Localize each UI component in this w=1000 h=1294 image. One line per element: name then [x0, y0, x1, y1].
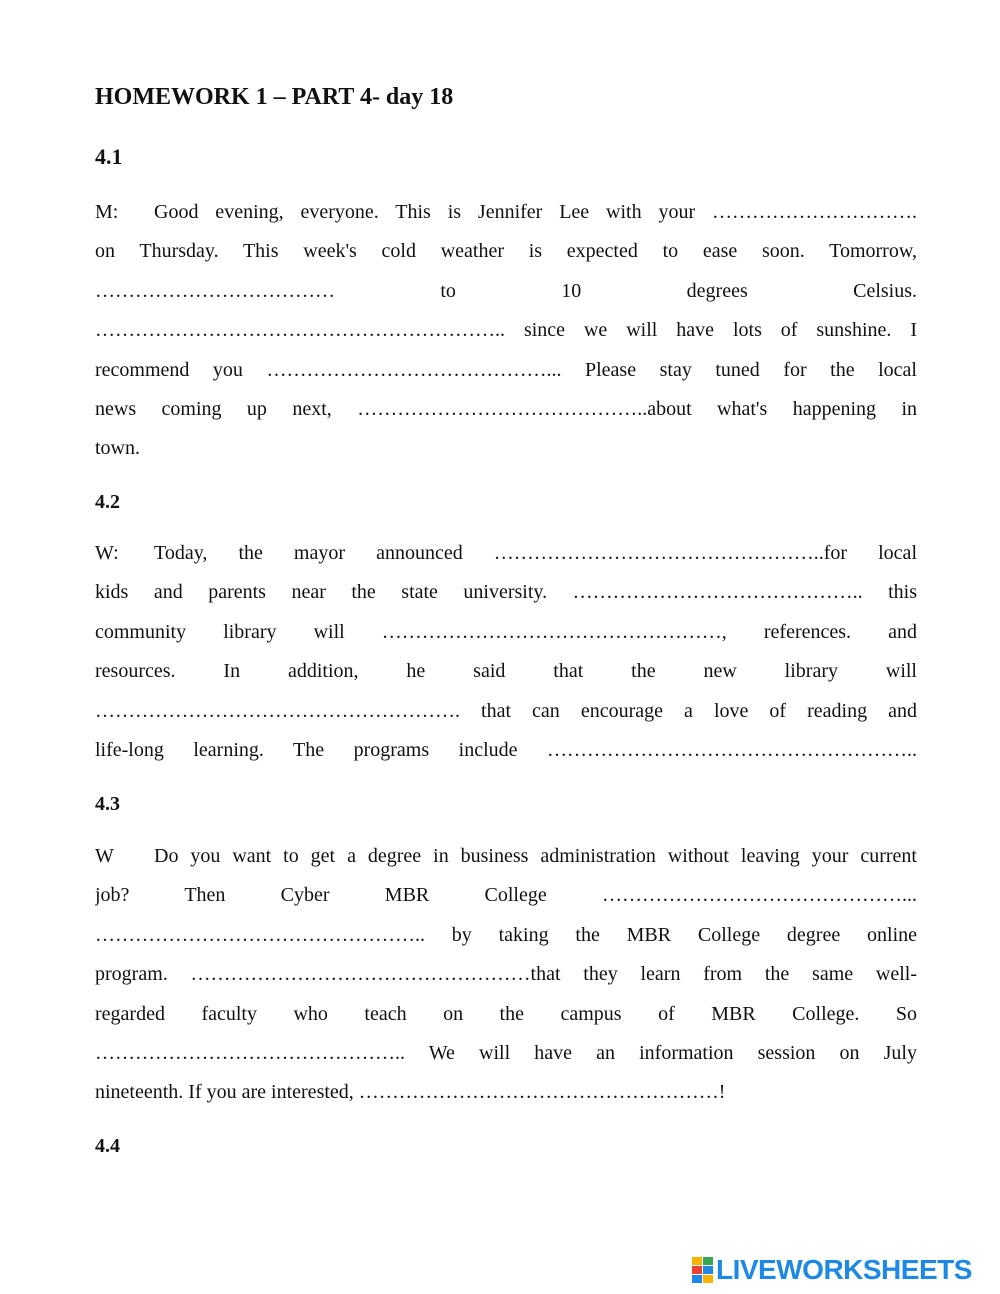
text-line: job? Then Cyber MBR College ………………………………………...: [95, 884, 917, 907]
speaker-label: W: [95, 845, 114, 867]
text-line: regarded faculty who teach on the campus of MBR College. So: [95, 1002, 917, 1025]
text-line: [95, 193, 917, 232]
text-line: …………………………………………………….. since we will have lots of sunshine. I: [95, 319, 917, 342]
text-line: ………………………………………….. by taking the MBR College degree online: [95, 923, 917, 946]
liveworksheets-blocks-icon: [692, 1257, 714, 1283]
worksheet-title: HOMEWORK 1 – PART 4- day 18: [95, 84, 454, 110]
section-heading-4-1: 4.1: [95, 144, 123, 169]
paragraph-4-2: [95, 534, 917, 770]
text-line: ……………………………………….. We will have an information session on July: [95, 1041, 917, 1064]
liveworksheets-logo: [692, 1255, 972, 1285]
text-line: life-long learning. The programs include ………………………………………………..: [95, 738, 917, 761]
section-heading-4-2: 4.2: [95, 491, 120, 513]
text-line: ……………………………… to 10 degrees Celsius.: [95, 279, 917, 302]
paragraph-4-1: [95, 193, 917, 469]
text-line: community library will ……………………………………………, references. and: [95, 620, 917, 643]
text-line: town.: [95, 437, 140, 460]
section-heading-4-3: 4.3: [95, 793, 120, 815]
speaker-label: M:: [95, 201, 119, 223]
logo-text: LIVEWORKSHEETS: [716, 1254, 972, 1285]
section-heading-4-4: 4.4: [95, 1135, 120, 1157]
line-text: Do you want to get a degree in business administration without leaving your current: [154, 845, 917, 867]
text-line: program. ……………………………………………that they learn from the same well-: [95, 963, 917, 986]
line-text: Today, the mayor announced …………………………………………..for local: [154, 542, 917, 564]
text-line: nineteenth. If you are interested, ………………………………………………!: [95, 1081, 726, 1104]
text-line: news coming up next, ……………………………………..about what's happening in: [95, 397, 917, 420]
text-line: on Thursday. This week's cold weather is expected to ease soon. Tomorrow,: [95, 240, 917, 263]
text-line: recommend you ……………………………………... Please stay tuned for the local: [95, 358, 917, 381]
speaker-label: W:: [95, 542, 119, 564]
text-line: ………………………………………………. that can encourage a love of reading and: [95, 699, 917, 722]
text-line: resources. In addition, he said that the new library will: [95, 660, 917, 683]
text-line: [95, 534, 917, 573]
text-line: [95, 837, 917, 876]
text-line: kids and parents near the state university. …………………………………….. this: [95, 581, 917, 604]
line-text: Good evening, everyone. This is Jennifer Lee with your ………………………….: [154, 201, 917, 223]
paragraph-4-3: [95, 837, 917, 1113]
